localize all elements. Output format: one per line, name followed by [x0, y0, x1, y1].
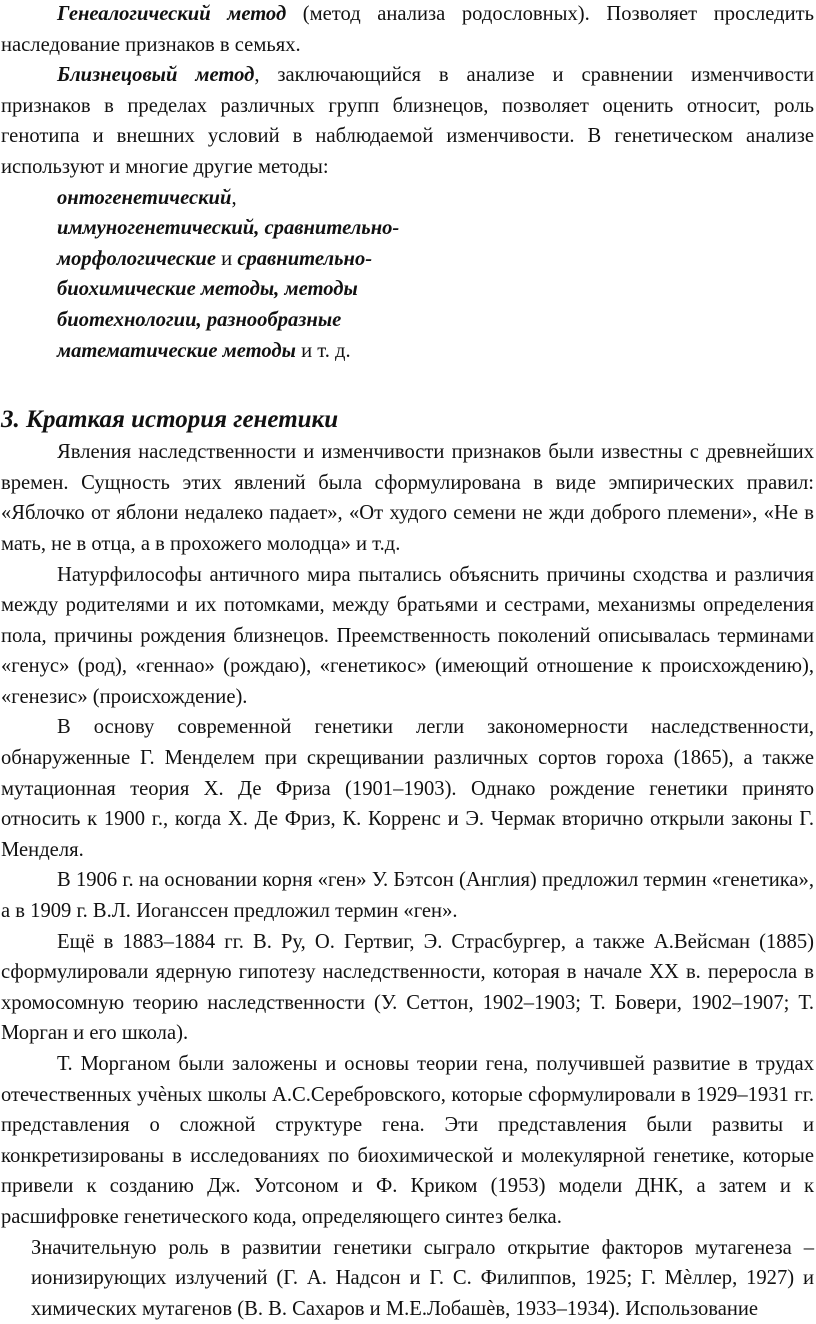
twin-method-text: , заключающийся в анализе и сравнении изменчивости признаков в пределах различных групп близнецов, позволяет оценить относит, роль генотипа и внешних условий в наблюдаемой изменчивости. В генетическом анализе используют и многие другие методы:	[1, 64, 814, 178]
genealogical-method-text: (метод анализа родословных). Позволяет проследить наследование признаков в семьях.	[1, 3, 815, 56]
history-paragraph-5: Ещё в 1883–1884 гг. В. Ру, О. Гертвиг, Э. Страсбургер, а также А.Вейсман (1885) сформулировали ядерную гипотезу наследственности, которая в начале XX в. переросла в хромосомную теорию наследственности (У. Сеттон, 1902–1903; Т. Бовери, 1902–1907; Т. Морган и его школа).	[1, 930, 814, 1045]
methods-line-3	[57, 244, 437, 275]
genealogical-method-term: Генеалогический метод	[57, 3, 287, 25]
methods-line-1	[57, 183, 437, 214]
method-ontogenetic: онтогенетический	[57, 186, 232, 209]
history-paragraph-7: Значительную роль в развитии генетики сыграло открытие факторов мутагенеза – ионизирующих излучений (Г. А. Надсон и Г. С. Филиппов, 1925; Г. Мѐллер, 1927) и химических мутагенов (В. В. Сахаров и М.Е.Лобашѐв, 1933–1934). Использование	[31, 1236, 814, 1320]
twin-method-term: Близнецовый метод	[57, 64, 255, 87]
methods-list	[57, 183, 437, 367]
method-comparative: сравнительно-	[237, 247, 373, 270]
history-paragraph-2: Натурфилософы античного мира пытались объяснить причины сходства и различия между родителями и их потомками, между братьями и сестрами, механизмы определения пола, причины рождения близнецов. Преемственность поколений описывалась терминами «генус» (род), «геннао» (рождаю), «генетикос» (имеющий отношение к происхождению), «генезис» (происхождение).	[1, 563, 814, 708]
history-paragraph-4: В 1906 г. на основании корня «ген» У. Бэтсон (Англия) предложил термин «генетика», а в 1909 г. В.Л. Иоганссен предложил термин «ген».	[1, 869, 814, 923]
methods-etc: и т. д.	[295, 339, 351, 362]
methods-comma: ,	[231, 186, 237, 209]
methods-line-6	[57, 336, 437, 367]
twin-method-paragraph	[1, 60, 814, 182]
method-morphological: морфологические	[57, 247, 216, 270]
method-mathematical: математические методы	[57, 339, 296, 362]
methods-line-4: биохимические методы, методы	[57, 278, 358, 301]
history-paragraph-1: Явления наследственности и изменчивости признаков были известны с древнейших времен. Сущность этих явлений была сформулирована в виде эмпирических правил: «Яблочко от яблони недалеко падает», «От худого семени не жди доброго племени», «Не в мать, не в отца, а в прохожего молодца» и т.д.	[1, 441, 814, 555]
history-paragraph-3: В основу современной генетики легли закономерности наследственности, обнаруженные Г. Менделем при скрещивании различных сортов гороха (1865), а также мутационная теория Х. Де Фриза (1901–1903). Однако рождение генетики принято относить к 1900 г., когда Х. Де Фриз, К. Корренс и Э. Чермак вторично открыли законы Г. Менделя.	[1, 716, 814, 861]
methods-line-5: биотехнологии, разнообразные	[57, 308, 342, 331]
section-heading: 3. Краткая история генетики	[1, 406, 339, 434]
methods-line-2: иммуногенетический, сравнительно-	[57, 217, 400, 240]
methods-and: и	[216, 247, 238, 270]
genealogical-method-paragraph	[1, 0, 814, 60]
history-paragraph-6: Т. Морганом были заложены и основы теории гена, получившей развитие в трудах отечественных учѐных школы А.С.Серебровского, которые сформулировали в 1929–1931 гг. представления о сложной структуре гена. Эти представления были развиты и конкретизированы в исследованиях по биохимической и молекулярной генетике, которые привели к созданию Дж. Уотсоном и Ф. Криком (1953) модели ДНК, а затем и к расшифровке генетического кода, определяющего синтез белка.	[1, 1053, 814, 1228]
